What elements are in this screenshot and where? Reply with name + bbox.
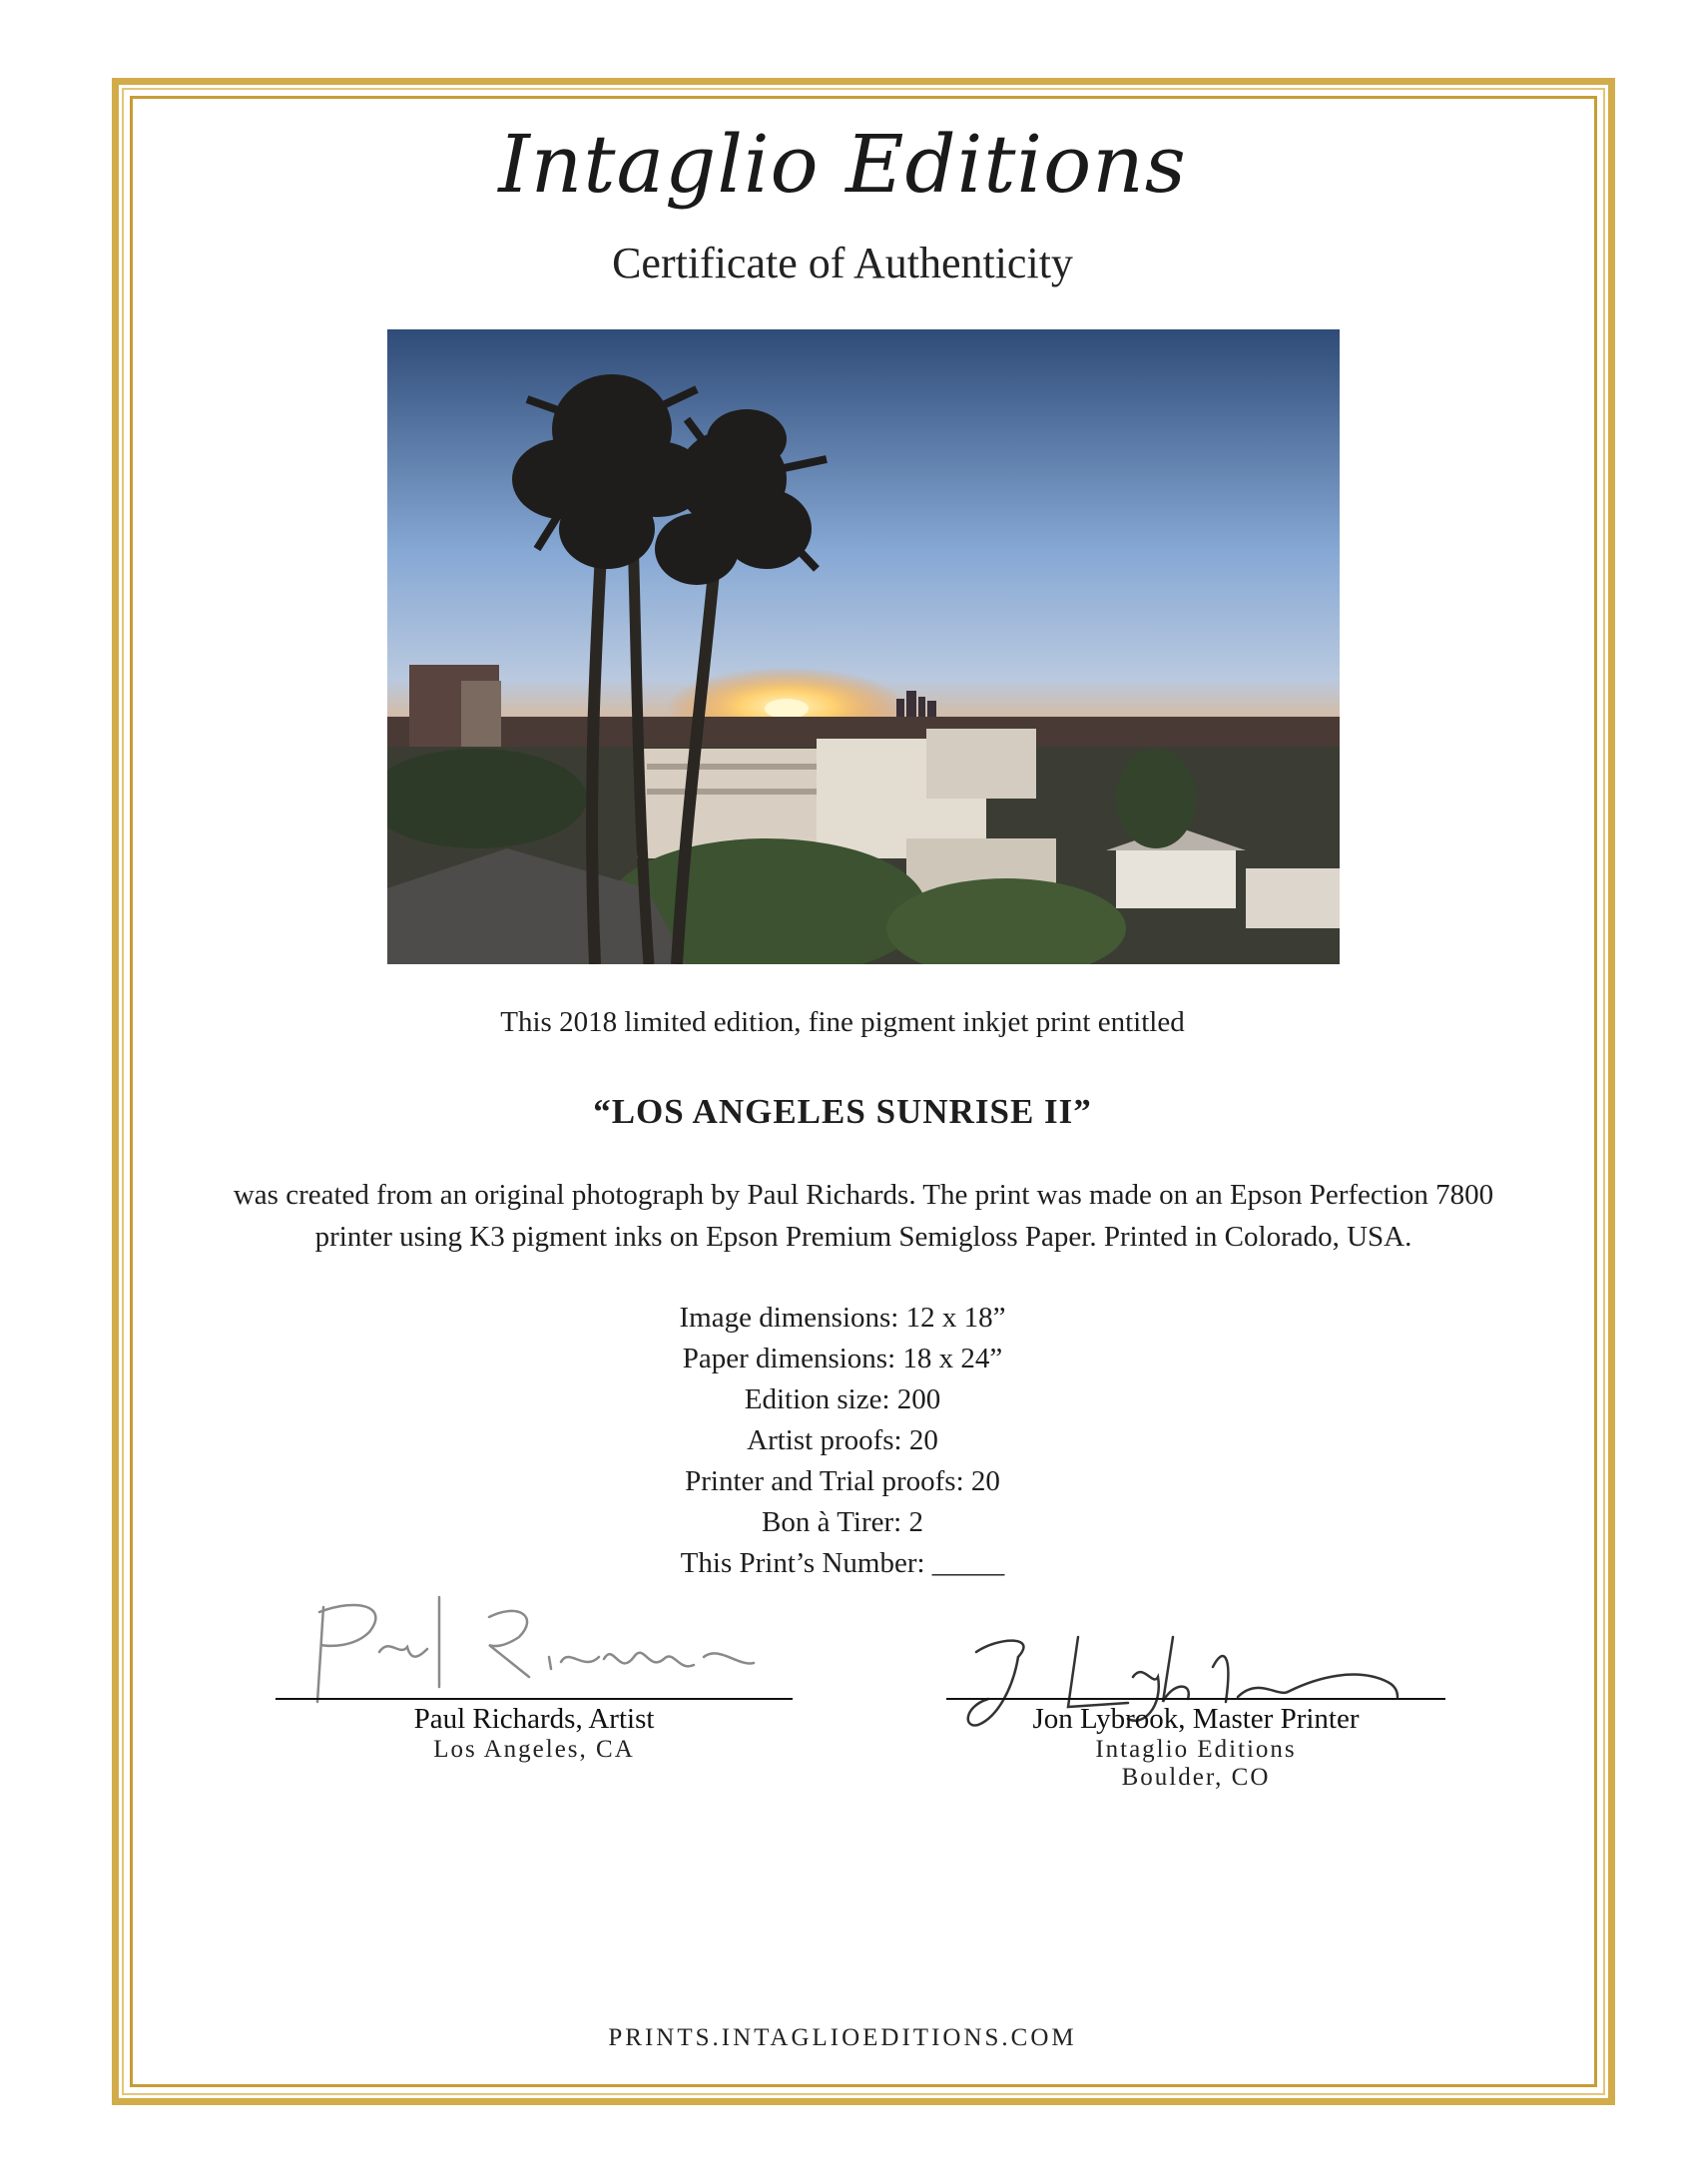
artist-signature-line	[276, 1698, 793, 1700]
certificate-title: Certificate of Authenticity	[612, 239, 1073, 287]
printer-signature-line	[946, 1698, 1445, 1700]
spec-artist-proofs: Artist proofs: 20	[747, 1424, 938, 1456]
printer-signature-block	[946, 1703, 1445, 1792]
artist-name: Paul Richards, Artist	[413, 1703, 655, 1735]
printer-organization: Intaglio Editions	[1095, 1736, 1297, 1763]
artist-location: Los Angeles, CA	[433, 1736, 635, 1763]
footer-url[interactable]: PRINTS.INTAGLIOEDITIONS.COM	[608, 2024, 1077, 2051]
description-line-1: was created from an original photograph by Paul Richards. The print was made on an Epson Perfection 7800	[233, 1179, 1494, 1211]
description-line-2: printer using K3 pigment inks on Epson Premium Semigloss Paper. Printed in Colorado, USA.	[314, 1221, 1412, 1253]
spec-print-number: This Print’s Number: _____	[680, 1547, 1005, 1579]
intro-text: This 2018 limited edition, fine pigment inkjet print entitled	[500, 1006, 1185, 1038]
spec-image-dimensions: Image dimensions: 12 x 18”	[679, 1302, 1006, 1334]
print-title: “LOS ANGELES SUNRISE II”	[593, 1092, 1092, 1131]
spec-edition-size: Edition size: 200	[744, 1383, 941, 1415]
artist-signature-graphic	[299, 1577, 789, 1717]
brand-wordmark: Intaglio Editions	[498, 118, 1187, 211]
printer-location: Boulder, CO	[1121, 1764, 1271, 1791]
spec-list	[0, 1298, 1685, 1584]
spec-printer-trial-proofs: Printer and Trial proofs: 20	[685, 1465, 1000, 1497]
sunrise-photo-illustration	[387, 329, 1340, 964]
description	[140, 1174, 1587, 1258]
spec-bon-a-tirer: Bon à Tirer: 2	[762, 1506, 923, 1538]
printer-name: Jon Lybrook, Master Printer	[1032, 1703, 1360, 1735]
spec-paper-dimensions: Paper dimensions: 18 x 24”	[682, 1343, 1003, 1374]
sunrise-photo	[387, 329, 1340, 964]
artist-signature-block	[276, 1703, 793, 1764]
